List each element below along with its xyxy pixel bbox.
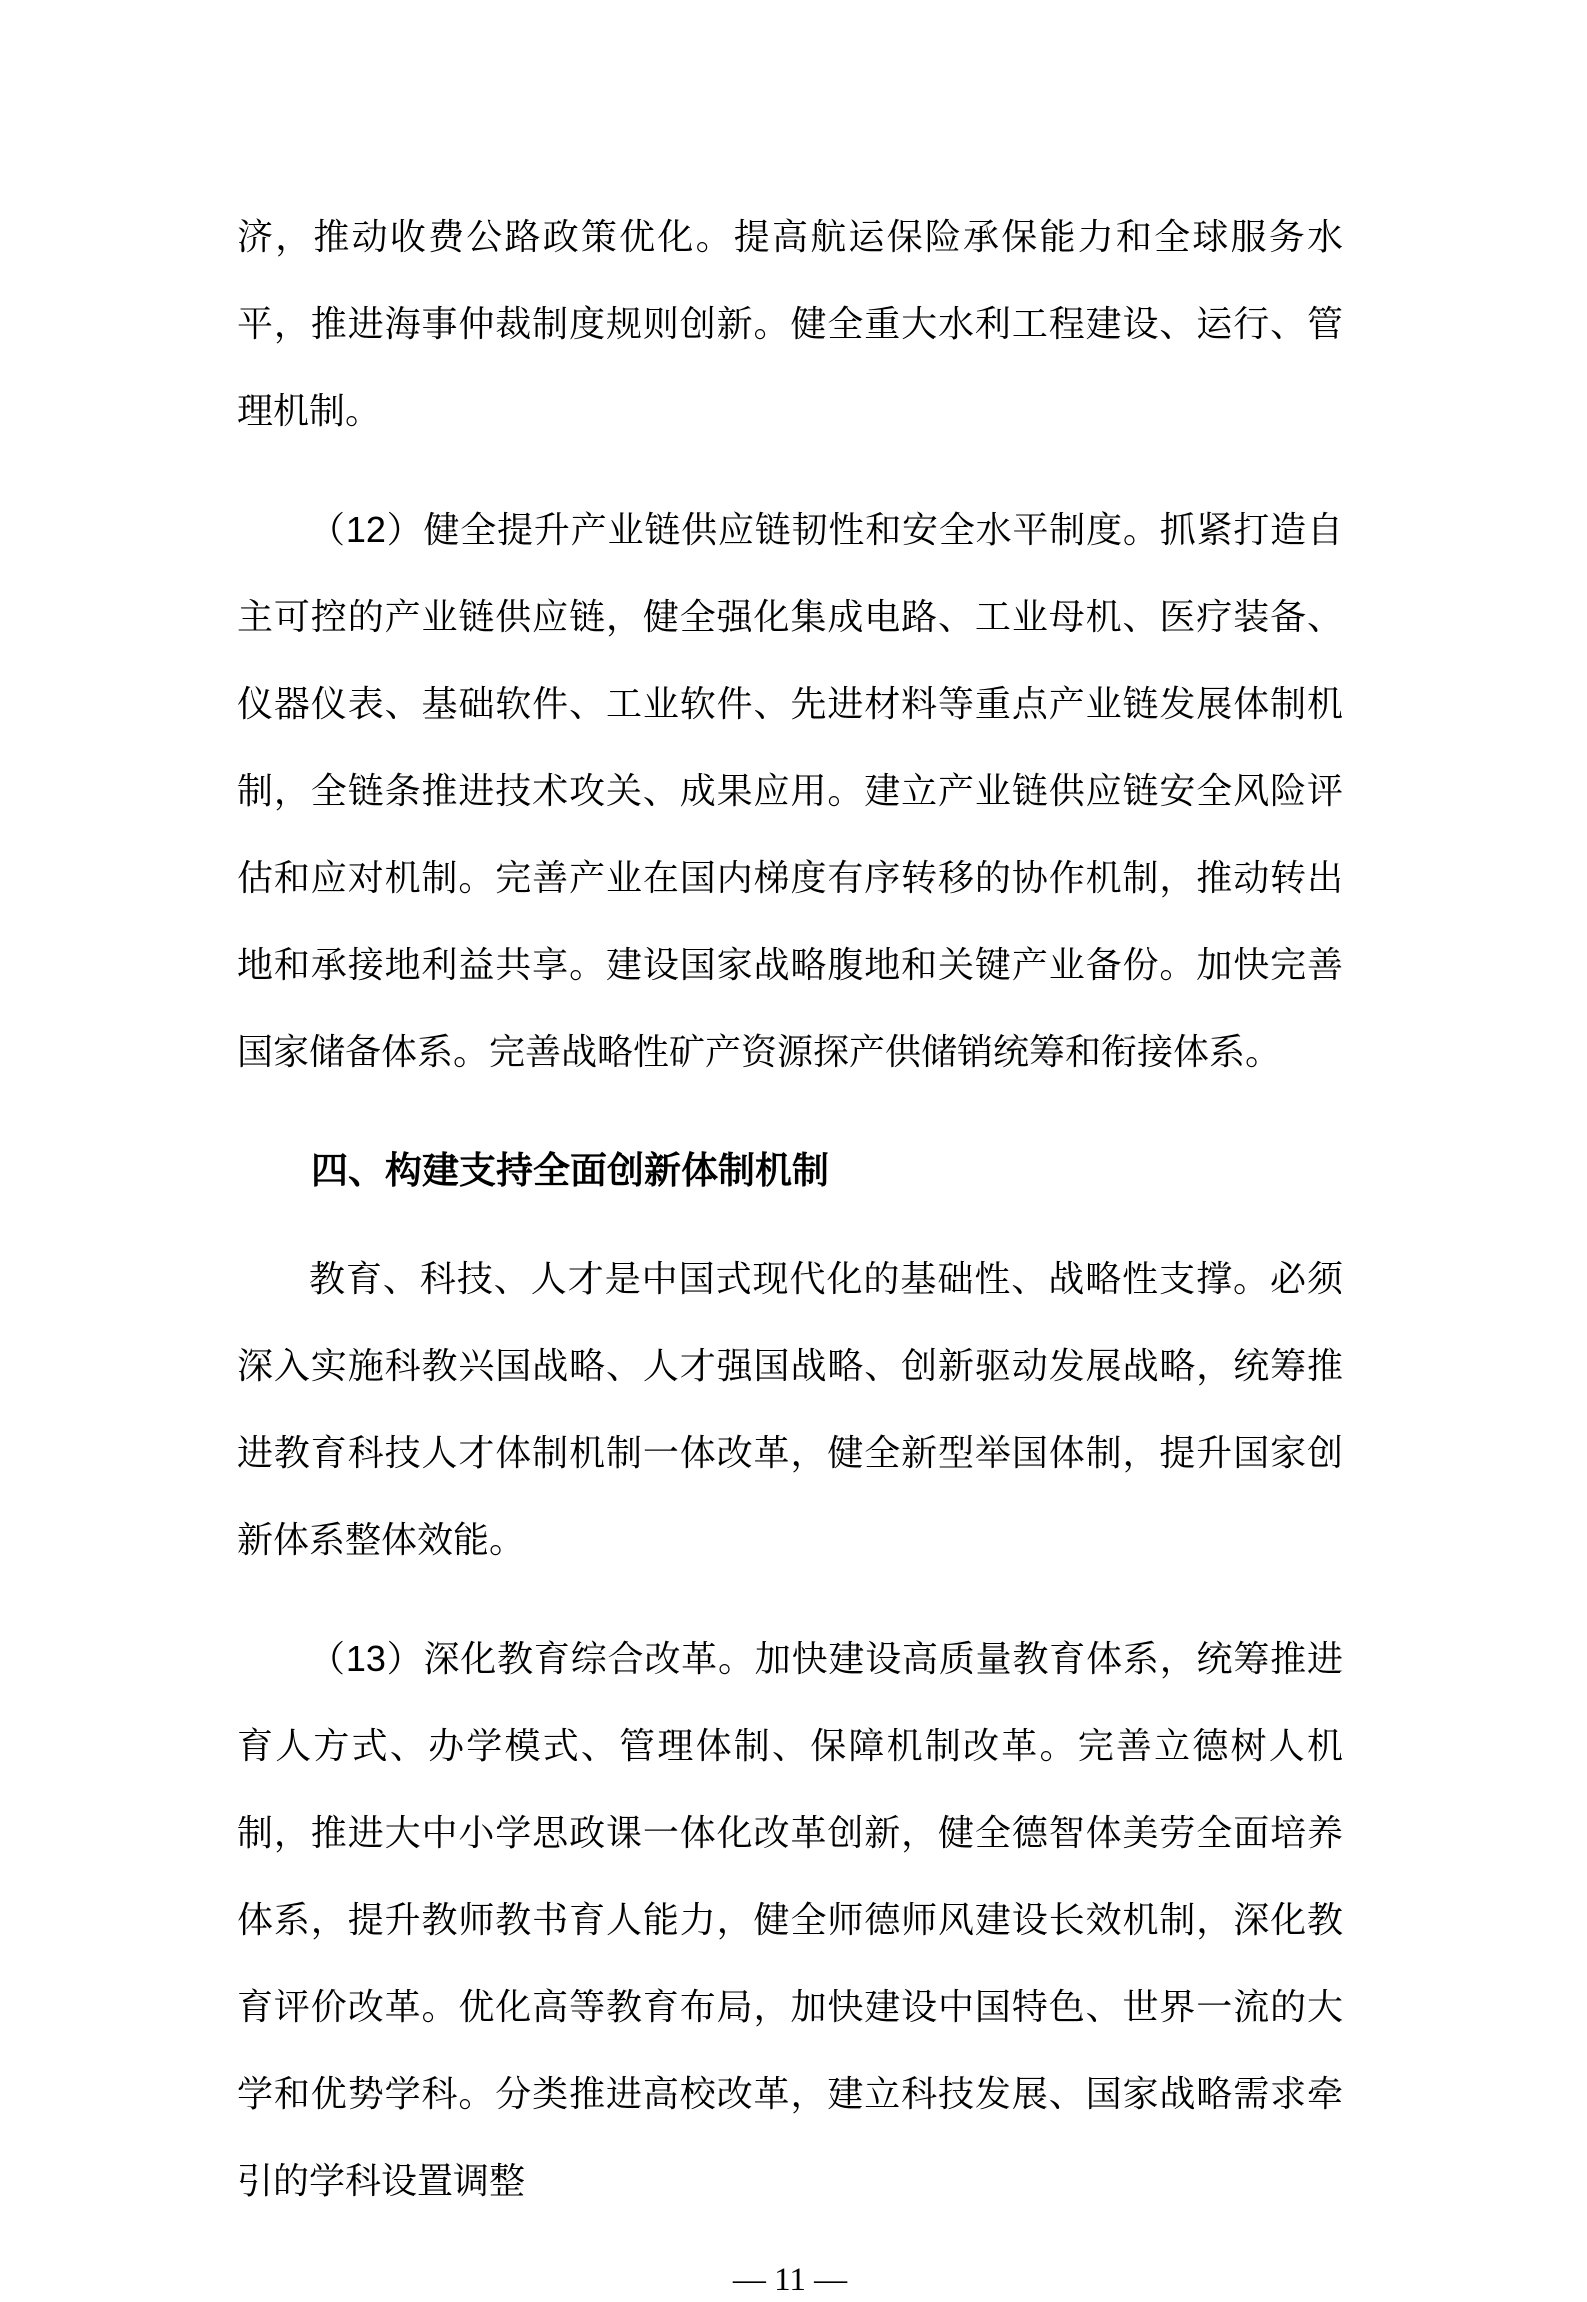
section-heading-4: 四、构建支持全面创新体制机制 (311, 1150, 829, 1191)
paragraph-item-13: （13）深化教育综合改革。加快建设高质量教育体系，统筹推进育人方式、办学模式、管理体制、保障机制改革。完善立德树人机制，推进大中小学思政课一体化改革创新，健全德智体美劳全面培养体系，提升教师教书育人能力，健全师德师风建设长效机制，深化教育评价改革。优化高等教育布局，加快建设中国特色、世界一流的大学和优势学科。分类推进高校改革，建立科技发展、国家战略需求牵引的学科设置调整 (237, 1638, 1343, 2201)
paragraph-innovation-intro: 教育、科技、人才是中国式现代化的基础性、战略性支撑。必须深入实施科教兴国战略、人才强国战略、创新驱动发展战略，统筹推进教育科技人才体制机制一体改革，健全新型举国体制，提升国家创新体系整体效能。 (237, 1258, 1343, 1560)
page-number: — 11 — (732, 2262, 848, 2298)
paragraph-continuation: 济，推动收费公路政策优化。提高航运保险承保能力和全球服务水平，推进海事仲裁制度规则创新。健全重大水利工程建设、运行、管理机制。 (237, 216, 1343, 431)
paragraph-item-12: （12）健全提升产业链供应链韧性和安全水平制度。抓紧打造自主可控的产业链供应链，健全强化集成电路、工业母机、医疗装备、仪器仪表、基础软件、工业软件、先进材料等重点产业链发展体制机制，全链条推进技术攻关、成果应用。建立产业链供应链安全风险评估和应对机制。完善产业在国内梯度有序转移的协作机制，推动转出地和承接地利益共享。建设国家战略腹地和关键产业备份。加快完善国家储备体系。完善战略性矿产资源探产供储销统筹和衔接体系。 (237, 509, 1343, 1072)
